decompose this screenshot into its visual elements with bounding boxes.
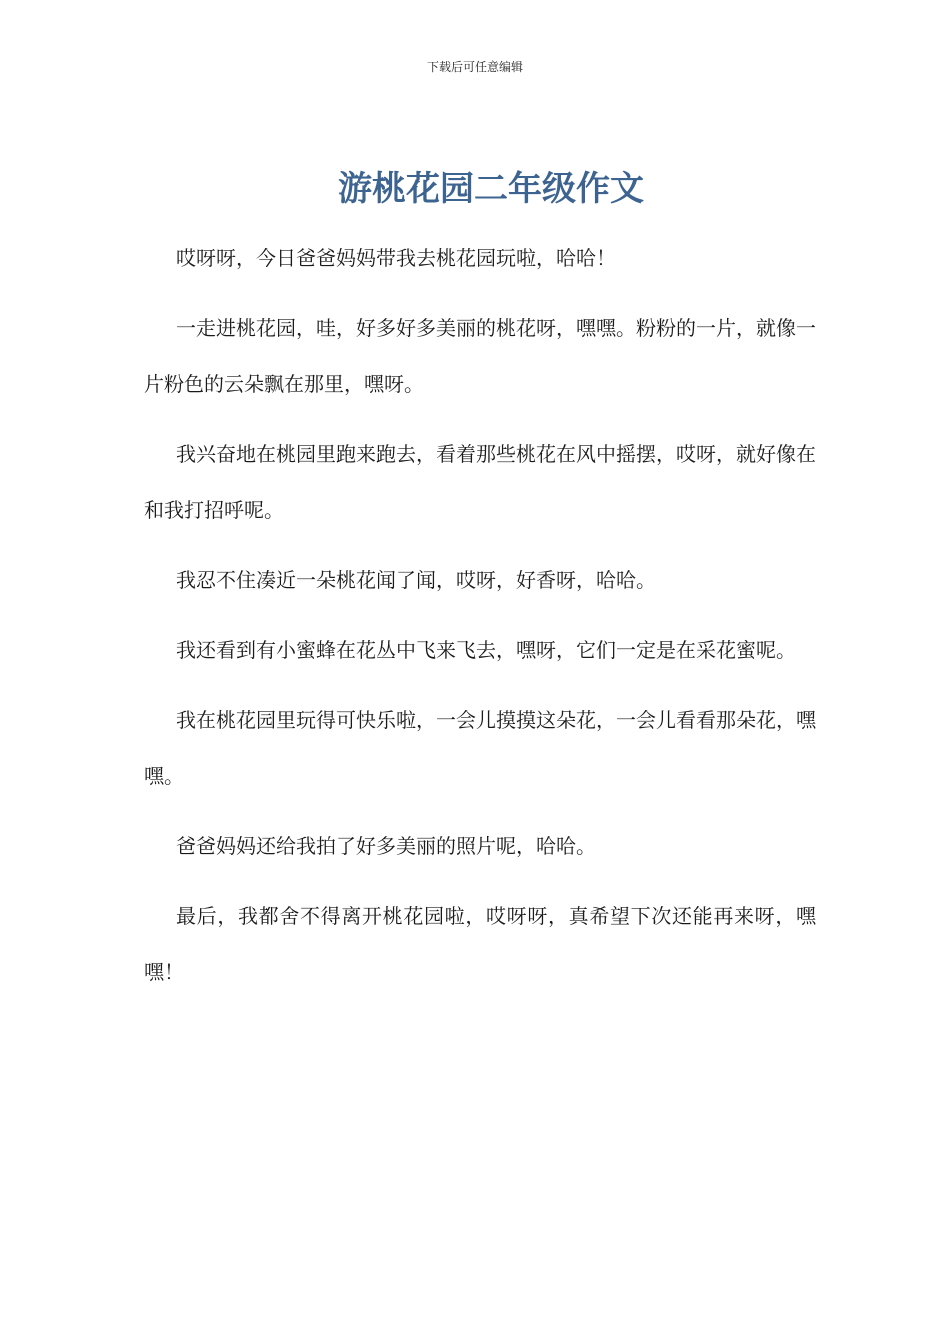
- essay-body: [144, 230, 816, 1014]
- paragraph-8: 最后，我都舍不得离开桃花园啦，哎呀呀，真希望下次还能再来呀，嘿嘿！: [144, 904, 816, 984]
- paragraph-1: 哎呀呀，今日爸爸妈妈带我去桃花园玩啦，哈哈！: [176, 246, 616, 270]
- paragraph-5: 我还看到有小蜜蜂在花丛中飞来飞去，嘿呀，它们一定是在采花蜜呢。: [176, 638, 796, 662]
- page-title: 游桃花园二年级作文: [338, 169, 644, 209]
- paragraph-4: 我忍不住凑近一朵桃花闻了闻，哎呀，好香呀，哈哈。: [176, 568, 656, 592]
- paragraph-3: 我兴奋地在桃园里跑来跑去，看着那些桃花在风中摇摆，哎呀，就好像在和我打招呼呢。: [144, 442, 816, 522]
- paragraph-6: 我在桃花园里玩得可快乐啦，一会儿摸摸这朵花，一会儿看看那朵花，嘿嘿。: [144, 708, 816, 788]
- paragraph-2: 一走进桃花园，哇，好多好多美丽的桃花呀，嘿嘿。粉粉的一片，就像一片粉色的云朵飘在那里，嘿呀。: [144, 316, 816, 396]
- header-note: 下载后可任意编辑: [426, 60, 523, 74]
- paragraph-7: 爸爸妈妈还给我拍了好多美丽的照片呢，哈哈。: [176, 834, 596, 858]
